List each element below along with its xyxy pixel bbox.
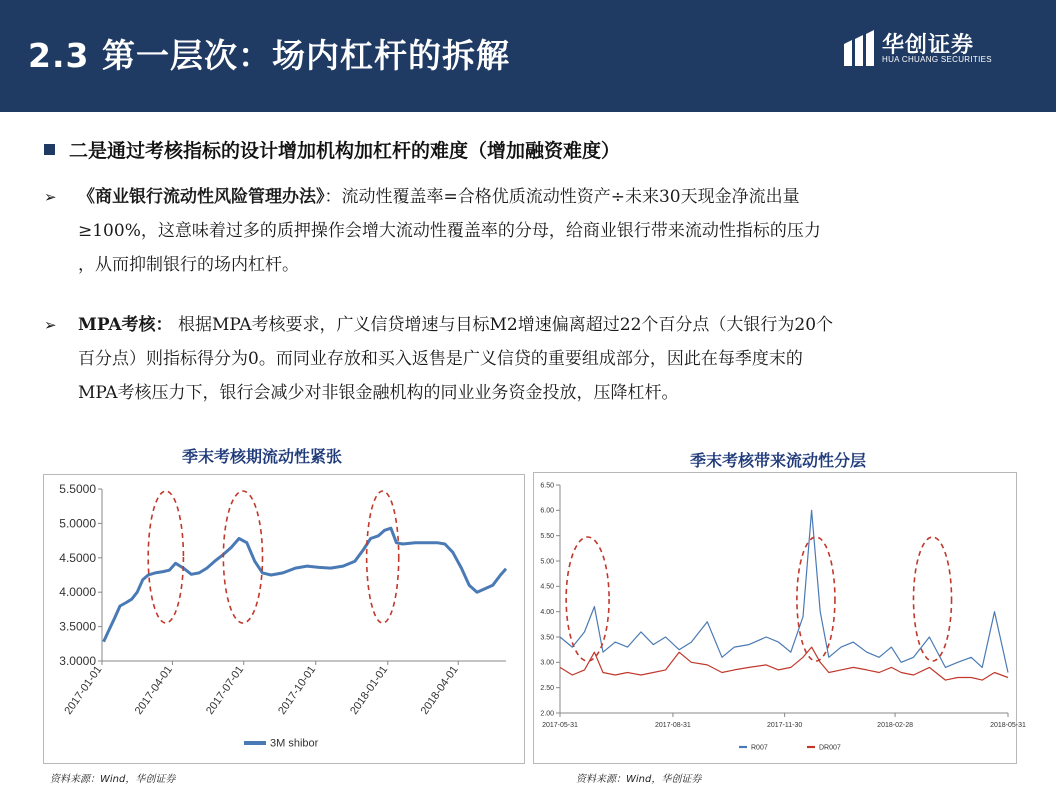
x-tick-label: 2017-04-01 <box>132 663 175 717</box>
sub-item-liquidity-rule <box>44 180 1024 284</box>
y-tick-label: 5.5000 <box>59 482 96 496</box>
x-tick-label: 2018-04-01 <box>418 663 461 717</box>
main-bullet <box>44 136 620 163</box>
sub-item-mpa <box>44 308 1024 412</box>
chart1-title: 季末考核期流动性紧张 <box>182 447 343 466</box>
sub-item-text: 《商业银行流动性风险管理办法》：流动性覆盖率=合格优质流动性资产÷未来30天现金净流出量 ≥100%，这意味着过多的质押操作会增大流动性覆盖率的分母，给商业银行带来流动性指标的压力 ，从而抑制银行的场内杠杆。 <box>78 187 821 275</box>
header-bar <box>0 0 1056 112</box>
y-tick-label: 3.00 <box>540 659 554 667</box>
y-tick-label: 3.5000 <box>59 619 96 634</box>
y-tick-label: 6.00 <box>540 507 554 515</box>
chart1-frame <box>43 474 525 764</box>
logo-text-cn: 华创证券 <box>882 33 975 58</box>
x-tick-label: 2018-05-31 <box>990 722 1026 729</box>
highlight-ellipse <box>367 491 399 623</box>
x-tick-label: 2017-07-01 <box>204 663 247 717</box>
logo-text-en: HUA CHUANG SECURITIES <box>882 55 992 64</box>
page-title: 2.3 第一层次：场内杠杆的拆解 <box>28 36 510 75</box>
series-line <box>560 510 1008 672</box>
series-line <box>104 528 506 642</box>
y-tick-label: 4.00 <box>540 609 554 616</box>
company-logo <box>842 28 1042 72</box>
chart2-title: 季末考核带来流动性分层 <box>690 451 867 470</box>
y-tick-label: 4.5000 <box>59 550 96 565</box>
x-tick-label: 2018-02-28 <box>877 722 913 729</box>
highlight-ellipse <box>566 537 609 661</box>
y-tick-label: 3.0000 <box>59 654 96 668</box>
y-tick-label: 2.00 <box>540 710 554 718</box>
legend-label: DR007 <box>819 744 841 752</box>
square-bullet-icon <box>44 144 55 155</box>
x-tick-label: 2017-10-01 <box>276 663 319 717</box>
mpa-label: MPA考核： <box>78 315 173 335</box>
sub-item-text: MPA考核： 根据MPA考核要求，广义信贷增速与目标M2增速偏离超过22个百分点（大银行为20个 百分点）则指标得分为0。而同业存放和买入返售是广义信贷的重要组成部分，因此在每季度末的 MPA考核压力下，银行会减少对非银金融机构的同业业务资金投放，压降杠杆。 <box>78 315 834 403</box>
legend-label: R007 <box>751 744 768 752</box>
x-tick-label: 2018-01-01 <box>348 663 391 717</box>
chart1-source: 资料来源：Wind，华创证券 <box>50 774 176 785</box>
chart1-svg <box>44 475 524 763</box>
x-tick-label: 2017-08-31 <box>655 722 691 729</box>
logo-mark-icon <box>842 30 878 70</box>
arrow-bullet-icon: ➢ <box>44 316 57 334</box>
rule-name: 《商业银行流动性风险管理办法》 <box>78 187 325 207</box>
y-tick-label: 4.50 <box>540 583 554 591</box>
chart2-frame <box>533 472 1026 764</box>
y-tick-label: 6.50 <box>540 482 554 490</box>
highlight-ellipse <box>223 491 262 623</box>
series-line <box>560 647 1008 680</box>
main-bullet-text: 二是通过考核指标的设计增加机构加杠杆的难度（增加融资难度） <box>69 140 621 162</box>
y-tick-label: 5.00 <box>540 558 554 566</box>
x-tick-label: 2017-01-01 <box>62 663 105 717</box>
arrow-bullet-icon: ➢ <box>44 188 57 206</box>
x-tick-label: 2017-05-31 <box>542 722 578 729</box>
chart2-svg <box>534 473 1026 763</box>
y-tick-label: 3.50 <box>540 634 554 642</box>
highlight-ellipse <box>148 491 183 623</box>
legend-label: 3M shibor <box>270 737 319 750</box>
chart2-source: 资料来源：Wind，华创证券 <box>576 774 702 785</box>
y-tick-label: 4.0000 <box>59 585 96 600</box>
y-tick-label: 5.0000 <box>59 516 96 531</box>
y-tick-label: 2.50 <box>540 685 554 692</box>
x-tick-label: 2017-11-30 <box>766 722 803 729</box>
y-tick-label: 5.50 <box>540 533 554 540</box>
